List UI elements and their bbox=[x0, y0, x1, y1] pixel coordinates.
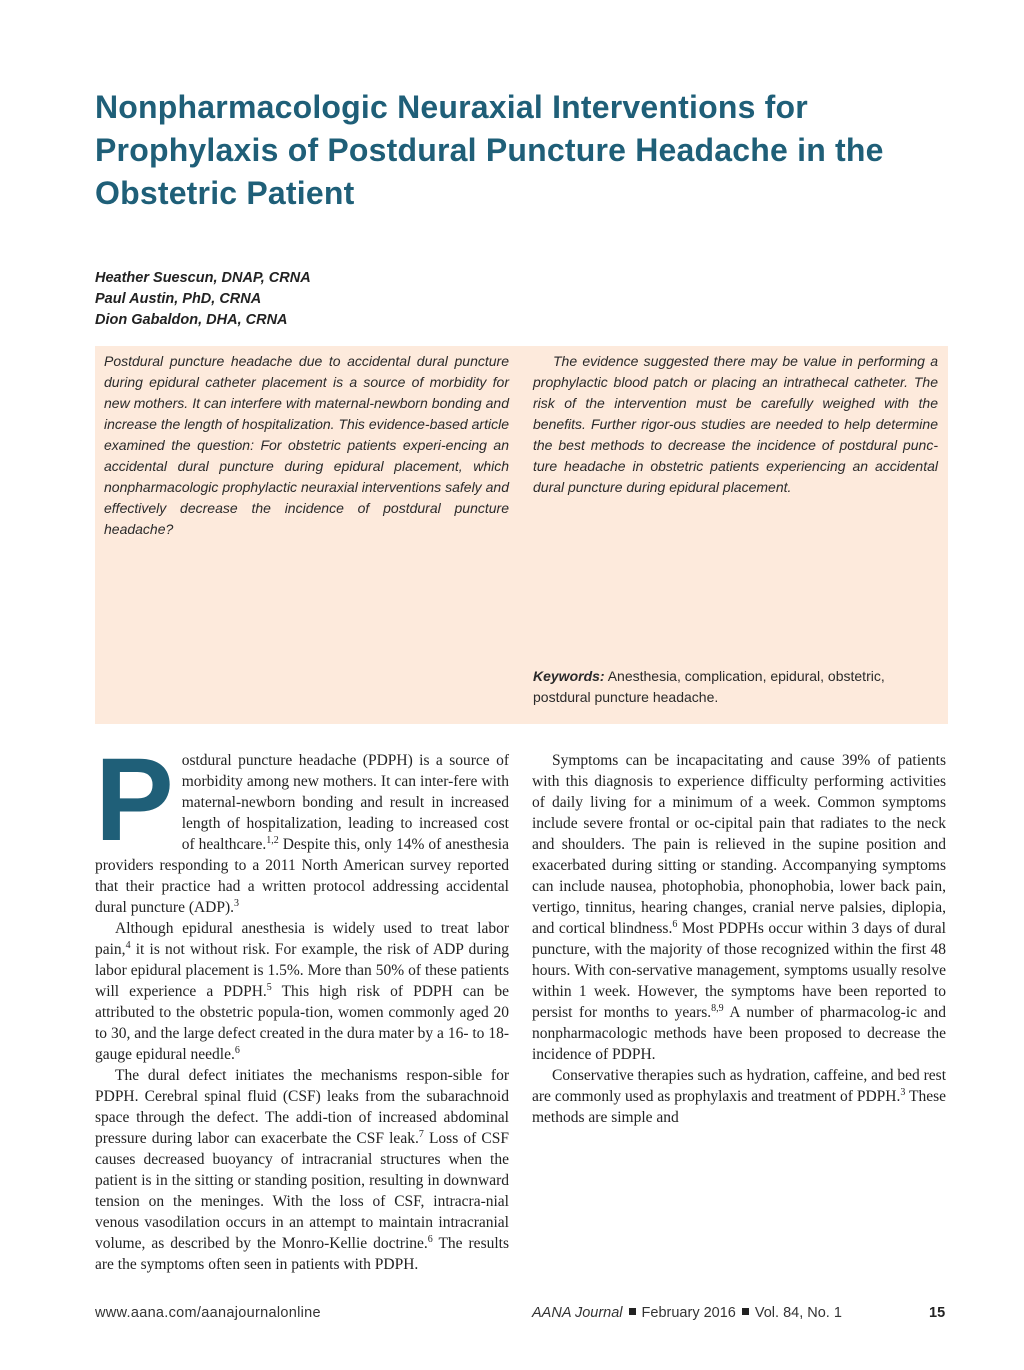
journal-url-link[interactable]: www.aana.com/aanajournalonline bbox=[95, 1305, 321, 1321]
citation: 4 bbox=[125, 940, 131, 951]
keywords-label: Keywords: bbox=[533, 668, 605, 684]
body-paragraph: Symptoms can be incapacitating and cause 39% of patients with this diagnosis to experience difficulty performing activities of daily living for a minimum of a week. Common symptoms include severe frontal or oc-cipital pain that radiates to the neck and shoulders. The pain is relieved in the supine position and exacerbated during sitting or standing. Accompanying symptoms can include nausea, photophobia, phonophobia, lower back pain, vertigo, tinnitus, hearing changes, cranial nerve palsies, diplopia, and cortical blindness.$^6$ Most PDPHs occur within 3 days of dural puncture, with the majority of those recognized within the first 48 hours. With con-servative management, symptoms usually resolve within 1 week. However, the symptoms have been reported to persist for months to years.$^{8,9}$ A number of pharmacolog-ic and nonpharmacologic methods have been proposed to decrease the incidence of PDPH. bbox=[532, 752, 946, 1063]
abstract-column-right bbox=[533, 351, 938, 498]
separator-square-icon bbox=[629, 1308, 636, 1315]
body-column-left bbox=[95, 734, 509, 1275]
page-footer bbox=[0, 1305, 1024, 1325]
citation: 5 bbox=[266, 982, 272, 993]
issue-date: February 2016 bbox=[641, 1305, 736, 1321]
body-paragraph: The dural defect initiates the mechanisms respon-sible for PDPH. Cerebral spinal fluid (CSF) leaks from the subarachnoid space through the defect. The addi-tion of increased abdominal pressure during labor can exacerbate the CSF leak.$^7$ Loss of CSF causes decreased buoyancy of intracranial structures when the patient is in the sitting or standing position, resulting in downward tension on the meninges. With the loss of CSF, intracra-nial venous vasodilation occurs in an attempt to maintain intracranial volume, as described by the Monro-Kellie doctrine.$^6$ The results are the symptoms often seen in patients with PDPH. bbox=[95, 1067, 509, 1273]
body-paragraph: Although epidural anesthesia is widely used to treat labor pain,$^4$ it is not without risk. For example, the risk of ADP during labor epidural placement is 1.5%. More than 50% of these patients will experience a PDPH.$^5$ This high risk of PDPH can be attributed to the obstetric popula-tion, women commonly aged 20 to 30, and the large defect created in the dura mater by a 16- to 18-gauge epidural needle.$^6$ bbox=[95, 920, 509, 1063]
citation: 3 bbox=[234, 898, 240, 909]
author-list bbox=[95, 268, 695, 331]
citation: 8,9 bbox=[711, 1003, 724, 1014]
volume-issue: Vol. 84, No. 1 bbox=[754, 1305, 842, 1321]
abstract-paragraph: Postdural puncture headache due to accidental dural puncture during epidural catheter placement is a source of morbidity for new mothers. It can interfere with maternal-newborn bonding and increase the length of hospitalization. This evidence-based article examined the question: For obstetric patients experi-encing an accidental dural puncture during epidural placement, which nonpharmacologic prophylactic neuraxial interventions safely and effectively decrease the incidence of postdural puncture headache? bbox=[104, 353, 509, 537]
body-paragraph: Conservative therapies such as hydration, caffeine, and bed rest are commonly used as prophylaxis and treatment of PDPH.$^3$ These methods are simple and bbox=[532, 1067, 946, 1126]
journal-citation bbox=[532, 1305, 842, 1321]
citation: 6 bbox=[427, 1234, 433, 1245]
author-name: Heather Suescun, DNAP, CRNA bbox=[95, 270, 311, 286]
body-paragraph: Postdural puncture headache (PDPH) is a source of morbidity among new mothers. It can inter-fere with maternal-newborn bonding and result in increased length of hospitalization, leading to increased cost of healthcare.$^{1,2}$ Despite this, only 14% of anesthesia providers responding to a 2011 North American survey reported that their practice had a written protocol addressing accidental dural puncture (ADP).$^3$ bbox=[95, 734, 509, 916]
author-name: Dion Gabaldon, DHA, CRNA bbox=[95, 312, 288, 328]
citation: 6 bbox=[234, 1045, 240, 1056]
drop-cap: P bbox=[95, 734, 174, 866]
journal-name: AANA Journal bbox=[532, 1305, 623, 1321]
page-number: 15 bbox=[929, 1305, 946, 1321]
abstract-paragraph: The evidence suggested there may be value in performing a prophylactic blood patch or placing an intrathecal catheter. The risk of the intervention must be carefully weighed with the benefits. Further rigor-ous studies are needed to help determine the best methods to decrease the incidence of postdural punc-ture headache in obstetric patients experiencing an accidental dural puncture during epidural placement. bbox=[533, 353, 938, 495]
abstract-box bbox=[95, 346, 948, 724]
abstract-column-left bbox=[104, 351, 509, 540]
citation: 7 bbox=[418, 1129, 424, 1140]
citation: 6 bbox=[672, 919, 678, 930]
keywords bbox=[533, 666, 941, 708]
citation: 1,2 bbox=[266, 835, 279, 846]
keywords-list: Anesthesia, complication, epidural, obstetric, postdural puncture headache. bbox=[533, 668, 885, 705]
author-name: Paul Austin, PhD, CRNA bbox=[95, 291, 262, 307]
citation: 3 bbox=[900, 1087, 906, 1098]
separator-square-icon bbox=[742, 1308, 749, 1315]
body-column-right bbox=[532, 750, 946, 1128]
article-title: Nonpharmacologic Neuraxial Interventions for Prophylaxis of Postdural Puncture Headache in the Obstetric Patient bbox=[95, 89, 884, 211]
